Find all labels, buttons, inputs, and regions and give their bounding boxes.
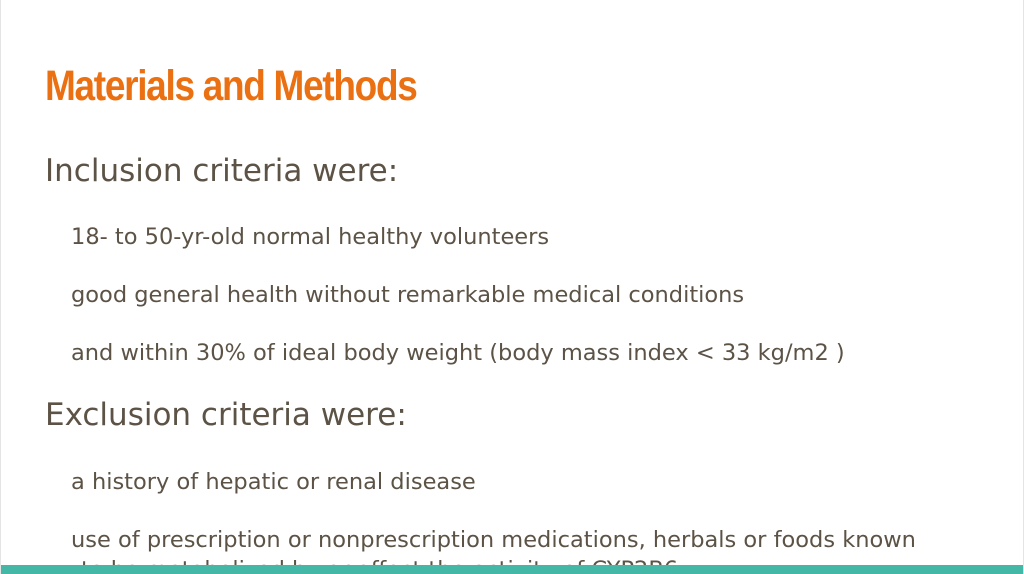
inclusion-item: 18- to 50-yr-old normal healthy volunteers	[71, 224, 550, 250]
exclusion-item: use of prescription or nonprescription medications, herbals or foods known	[71, 527, 916, 553]
slide-title: Materials and Methods	[45, 62, 417, 110]
bottom-accent-bar	[1, 565, 1024, 574]
exclusion-item: a history of hepatic or renal disease	[71, 469, 476, 495]
exclusion-heading: Exclusion criteria were:	[45, 397, 407, 433]
inclusion-item: and within 30% of ideal body weight (body mass index < 33 kg/m2 )	[71, 340, 845, 366]
inclusion-item: good general health without remarkable medical conditions	[71, 282, 745, 308]
inclusion-heading: Inclusion criteria were:	[45, 153, 399, 189]
